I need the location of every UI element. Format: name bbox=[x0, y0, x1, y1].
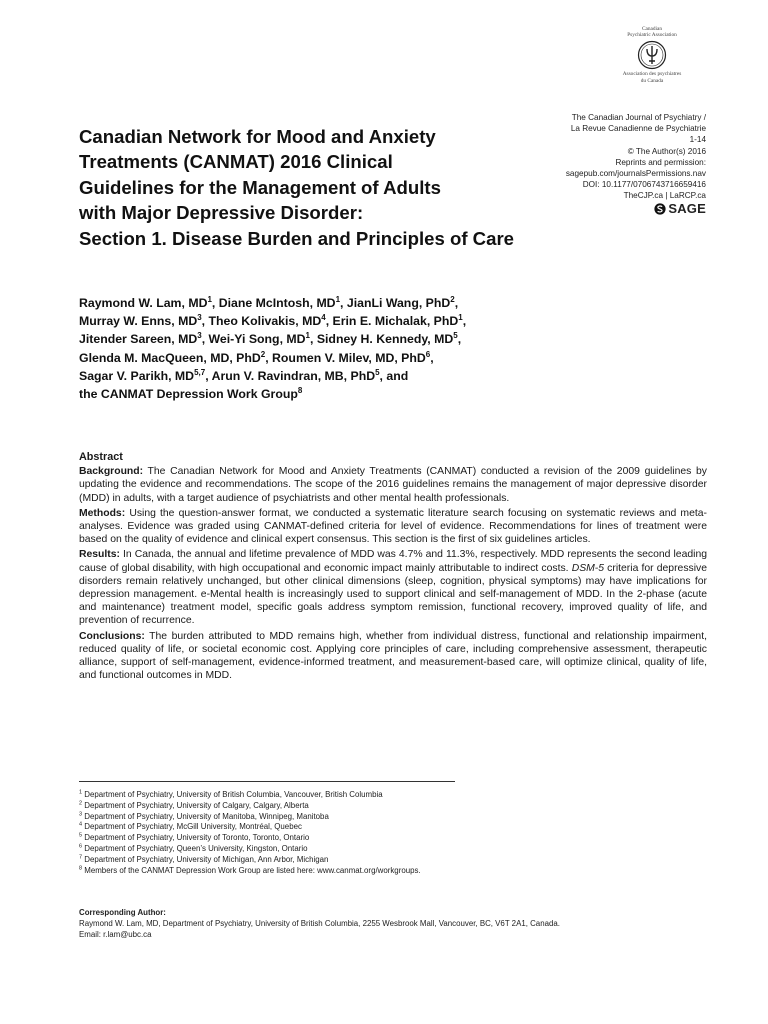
author-name: , Theo Kolivakis, MD bbox=[201, 314, 322, 329]
journal-reprints-url[interactable]: sagepub.com/journalsPermissions.nav bbox=[565, 169, 706, 179]
abstract-methods bbox=[79, 507, 707, 547]
author-name: Glenda M. MacQueen, MD, PhD bbox=[79, 350, 261, 365]
footnote-number: 3 bbox=[79, 810, 83, 817]
affiliation-ref: 8 bbox=[297, 385, 303, 395]
footnote-number: 8 bbox=[79, 864, 83, 871]
footnote-text: Department of Psychiatry, University of British Columbia, Vancouver, British Columbia bbox=[84, 790, 383, 799]
logo-name-en-1: Canadian bbox=[641, 26, 662, 32]
footnote-text: Department of Psychiatry, University of Michigan, Ann Arbor, Michigan bbox=[84, 854, 329, 864]
footnote-text: Department of Psychiatry, McGill University, Montréal, Quebec bbox=[84, 822, 302, 832]
affiliation-ref: 1 bbox=[335, 294, 341, 304]
footnote-item bbox=[79, 812, 699, 823]
journal-doi[interactable]: DOI: 10.1177/0706743716659416 bbox=[582, 180, 706, 190]
title-line: Guidelines for the Management of Adults bbox=[79, 176, 441, 198]
methods-label: Methods: bbox=[79, 507, 126, 519]
background-text: The Canadian Network for Mood and Anxiety Treatments (CANMAT) conducted a revision of the 2009 guidelines by updating the evidence and recommendations. The scope of the 2016 guidelines remains the management of major depressive disorder (MDD) in adults, with a target audience of psychiatrists and other mental health professionals. bbox=[79, 466, 707, 504]
author-line bbox=[79, 330, 679, 348]
author-name: , Arun V. Ravindran, MB, PhD bbox=[205, 368, 376, 383]
footnote-number: 1 bbox=[79, 789, 83, 796]
footnote-text: Members of the CANMAT Depression Work Group are listed here: www.canmat.org/workgroups. bbox=[84, 865, 421, 875]
logo-name-fr-1: Association des psychiatres bbox=[622, 71, 682, 78]
affiliation-ref: 6 bbox=[425, 349, 431, 359]
journal-name-en: The Canadian Journal of Psychiatry / bbox=[571, 113, 706, 122]
author-sep: , bbox=[462, 314, 467, 329]
author-line bbox=[79, 349, 679, 367]
footnote-item bbox=[79, 855, 699, 866]
affiliation-ref: 2 bbox=[260, 349, 266, 359]
affiliation-footnotes bbox=[79, 790, 699, 876]
journal-name-fr: La Revue Canadienne de Psychiatrie bbox=[570, 124, 706, 134]
author-name: , Roumen V. Milev, MD, PhD bbox=[265, 350, 426, 365]
footnote-item bbox=[79, 866, 699, 877]
affiliation-ref: 2 bbox=[450, 294, 455, 304]
footnote-item bbox=[79, 844, 699, 855]
affiliation-ref: 3 bbox=[197, 331, 202, 341]
abstract bbox=[79, 451, 707, 684]
footnote-number: 5 bbox=[79, 832, 83, 839]
affiliation-ref: 5,7 bbox=[194, 367, 206, 377]
author-name: , Wei-Yi Song, MD bbox=[201, 332, 306, 347]
affiliation-ref: 1 bbox=[207, 294, 212, 304]
footnote-number: 4 bbox=[79, 821, 83, 828]
logo-name-en-2: Psychiatric Association bbox=[627, 32, 677, 39]
footnote-item bbox=[79, 801, 699, 812]
footnote-number: 2 bbox=[79, 800, 83, 807]
author-list bbox=[79, 294, 679, 403]
author-line bbox=[79, 312, 679, 330]
cpa-logo bbox=[606, 26, 698, 98]
author-sep: , bbox=[454, 296, 459, 310]
abstract-background bbox=[79, 465, 707, 505]
footnote-item bbox=[79, 790, 699, 801]
title-line: Treatments (CANMAT) 2016 Clinical bbox=[79, 151, 393, 173]
affiliation-ref: 1 bbox=[305, 331, 310, 341]
journal-reprints: Reprints and permission: bbox=[615, 157, 706, 167]
journal-copyright: © The Author(s) 2016 bbox=[627, 146, 706, 156]
corresponding-address: Raymond W. Lam, MD, Department of Psychiatry, University of British Columbia, 2255 Wesbrook Mall, Vancouver, BC, V6T 2A1, Canada. bbox=[79, 919, 560, 928]
background-label: Background: bbox=[79, 466, 144, 478]
cpa-emblem-icon bbox=[637, 40, 667, 70]
author-name: Sagar V. Parikh, MD bbox=[79, 368, 195, 383]
abstract-heading: Abstract bbox=[79, 451, 123, 463]
results-label: Results: bbox=[79, 549, 120, 561]
article-title bbox=[79, 124, 619, 251]
author-name: the CANMAT Depression Work Group bbox=[79, 387, 298, 402]
corresponding-email[interactable]: Email: r.lam@ubc.ca bbox=[79, 930, 152, 939]
conclusions-label: Conclusions: bbox=[79, 630, 145, 642]
footnote-item bbox=[79, 822, 699, 833]
affiliation-ref: 5 bbox=[375, 367, 380, 377]
author-name: , Diane McIntosh, MD bbox=[211, 296, 336, 310]
title-line: with Major Depressive Disorder: bbox=[79, 202, 364, 224]
affiliation-ref: 1 bbox=[458, 313, 463, 323]
logo-name-fr-2: du Canada bbox=[640, 77, 664, 84]
footnote-item bbox=[79, 833, 699, 844]
journal-pages: 1-14 bbox=[689, 135, 706, 145]
affiliation-ref: 3 bbox=[197, 313, 202, 323]
title-line: Canadian Network for Mood and Anxiety bbox=[79, 126, 436, 147]
footnote-number: 7 bbox=[79, 854, 83, 861]
sage-wordmark: SAGE bbox=[668, 201, 706, 217]
author-sep: , and bbox=[379, 368, 409, 383]
author-name: , Sidney H. Kennedy, MD bbox=[309, 332, 454, 347]
results-italic: DSM-5 bbox=[571, 562, 605, 574]
footnote-number: 6 bbox=[79, 843, 83, 850]
abstract-conclusions bbox=[79, 630, 707, 683]
author-name: Murray W. Enns, MD bbox=[79, 314, 198, 329]
author-name: Jitender Sareen, MD bbox=[79, 332, 198, 347]
author-sep: , bbox=[430, 350, 434, 365]
footnote-text: Department of Psychiatry, Queen’s University, Kingston, Ontario bbox=[84, 843, 308, 853]
author-name: , JianLi Wang, PhD bbox=[340, 296, 451, 310]
sage-circle-icon bbox=[654, 203, 666, 215]
footnote-text: Department of Psychiatry, University of Calgary, Calgary, Alberta bbox=[84, 800, 309, 810]
author-sep: , bbox=[457, 332, 462, 347]
methods-text: Using the question-answer format, we conducted a systematic literature search focusing on systematic reviews and meta-analyses. Evidence was graded using CANMAT-defined criteria for level of evidence. Recommendations for lines of treatment were based on the quality of evidence and clinical expert consensus. This section is the first of six guidelines articles. bbox=[79, 507, 707, 546]
author-line bbox=[79, 385, 679, 403]
journal-websites[interactable]: TheCJP.ca | LaRCP.ca bbox=[623, 191, 706, 201]
results-text: In Canada, the annual and lifetime prevalence of MDD was 4.7% and 11.3%, respectively. MDD represents the second leading cause of global disability, with high occupational and economic impact mainly attributable to indirect costs. bbox=[79, 549, 707, 574]
footnote-divider bbox=[79, 781, 455, 782]
conclusions-text: The burden attributed to MDD remains high, whether from individual distress, functional and relationship impairment, reduced quality of life, or societal economic cost. Applying core principles of care, including comprehensive assessment, therapeutic alliance, support of self-management, evidence-informed treatment, and measurement-based care, will optimize clinical, quality of life, and functional outcomes in MDD. bbox=[79, 630, 707, 682]
corresponding-author bbox=[79, 907, 719, 940]
footnote-text: Department of Psychiatry, University of Toronto, Toronto, Ontario bbox=[84, 833, 310, 843]
affiliation-ref: 5 bbox=[453, 331, 458, 341]
author-name: Raymond W. Lam, MD bbox=[79, 296, 208, 310]
footnote-text: Department of Psychiatry, University of Manitoba, Winnipeg, Manitoba bbox=[84, 811, 329, 821]
results-text-cont: criteria for depressive disorders remain relatively unchanged, but other clinical dimensions (sleep, cognition, physical symptoms) may have implications for depression management. e-Mental health is increasingly used to support clinical and self-management of MDD. In the 2-phase (acute and maintenance) treatment model, specific goals address symptom remission, functional recovery, improved quality of life, and prevention of recurrence. bbox=[79, 562, 707, 627]
corresponding-heading: Corresponding Author: bbox=[79, 908, 166, 917]
title-line: Section 1. Disease Burden and Principles of Care bbox=[79, 227, 515, 249]
author-line bbox=[79, 367, 679, 385]
author-line bbox=[79, 294, 679, 312]
affiliation-ref: 4 bbox=[321, 313, 326, 323]
author-name: , Erin E. Michalak, PhD bbox=[325, 314, 459, 329]
abstract-results bbox=[79, 548, 707, 627]
